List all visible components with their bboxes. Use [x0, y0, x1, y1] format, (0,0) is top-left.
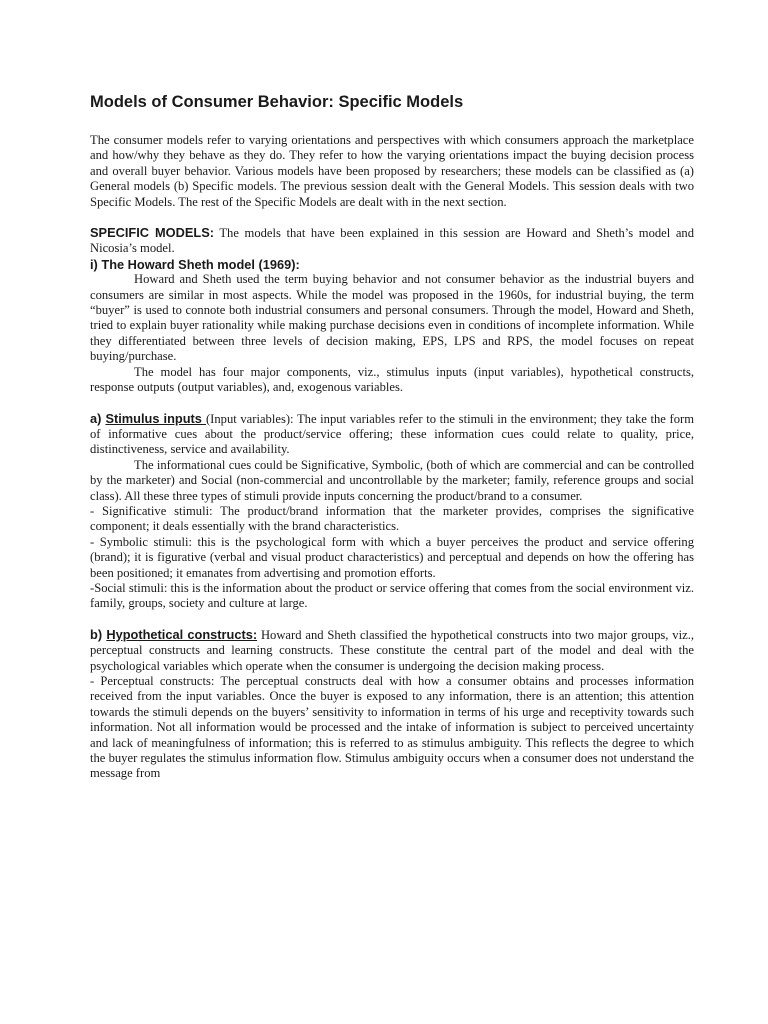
howard-sheth-paragraph-2: The model has four major components, viz., stimulus inputs (input variables), hypothetical constructs, response outputs (output variables), and, exogenous variables.	[90, 364, 694, 395]
significative-stimuli-item: - Significative stimuli: The product/brand information that the marketer provides, comprises the significative component; it deals essentially with the brand characteristics.	[90, 503, 694, 534]
hypothetical-constructs-text: Howard and Sheth classified the hypothetical constructs into two major groups, viz., perceptual constructs and learning constructs. These constitute the central part of the model and deal with the psychological variables which operate when the consumer is undergoing the decision making process.	[90, 627, 694, 673]
howard-sheth-paragraph-1: Howard and Sheth used the term buying behavior and not consumer behavior as the industrial buyers and consumers are similar in most aspects. While the model was proposed in the 1960s, for industrial buying, the term “buyer” is used to connote both industrial consumers and personal consumers. Through the model, Howard and Sheth, tried to explain buyer rationality while making purchase decisions even in conditions of incomplete information. While they differentiated between three levels of decision making, EPS, LPS and RPS, the model focuses on repeat buying/purchase.	[90, 272, 694, 364]
howard-sheth-heading: i) The Howard Sheth model (1969):	[90, 256, 300, 272]
informational-cues-paragraph: The informational cues could be Significative, Symbolic, (both of which are commercial and can be controlled by the marketer) and Social (non-commercial and uncontrollable by the marketer; family, reference groups and social class). All these three types of stimuli provide inputs concerning the product/brand to a consumer.	[90, 457, 694, 503]
stimulus-inputs-paragraph	[90, 411, 694, 458]
intro-paragraph: The consumer models refer to varying orientations and perspectives with which consumers approach the marketplace and how/why they behave as they do. They refer to how the varying orientations impact the buying decision process and overall buyer behavior. Various models have been proposed by researchers; these models can be classified as (a) General models (b) Specific models. The previous session dealt with the General Models. This session deals with two Specific Models. The rest of the Specific Models are dealt with in the next section.	[90, 133, 694, 209]
document-title: Models of Consumer Behavior: Specific Models	[90, 93, 464, 111]
hypothetical-constructs-label: Hypothetical constructs:	[106, 626, 258, 642]
social-stimuli-item: -Social stimuli: this is the information about the product or service offering that comes from the social environment viz. family, groups, society and culture at large.	[90, 580, 694, 611]
specific-models-label: SPECIFIC MODELS:	[90, 225, 215, 241]
perceptual-constructs-item: - Perceptual constructs: The perceptual constructs deal with how a consumer obtains and processes information received from the input variables. Once the buyer is exposed to any information, there is an attention; this attention towards the stimuli depends on the buyers’ sensitivity to information in terms of his urge and receptivity towards such information. Not all information would be processed and the intake of information is subject to perceived uncertainty and lack of meaningfulness of information; this is referred to as stimulus ambiguity. This reflects the degree to which the buyer regulates the stimulus information flow. Stimulus ambiguity occurs when a consumer does not understand the message from	[90, 674, 694, 781]
symbolic-stimuli-item: - Symbolic stimuli: this is the psychological form with which a buyer perceives the product and service offering (brand); it is figurative (verbal and visual product characteristics) and perceptual and depends on how the offering has been positioned; it emanates from advertising and promotion efforts.	[90, 534, 694, 580]
specific-models-text: The models that have been explained in this session are Howard and Sheth’s model and Nicosia’s model.	[90, 226, 695, 256]
document-page	[90, 92, 694, 782]
stimulus-inputs-text: (Input variables): The input variables refer to the stimuli in the environment; they take the form of informative cues about the product/service offering; these information cues could relate to quality, price, distinctiveness, service and availability.	[90, 411, 694, 457]
hypothetical-constructs-paragraph	[90, 627, 694, 674]
specific-models-paragraph	[90, 225, 694, 257]
hypothetical-constructs-prefix: b)	[90, 626, 107, 642]
stimulus-inputs-label: Stimulus inputs	[105, 410, 206, 426]
stimulus-inputs-prefix: a)	[90, 410, 106, 426]
